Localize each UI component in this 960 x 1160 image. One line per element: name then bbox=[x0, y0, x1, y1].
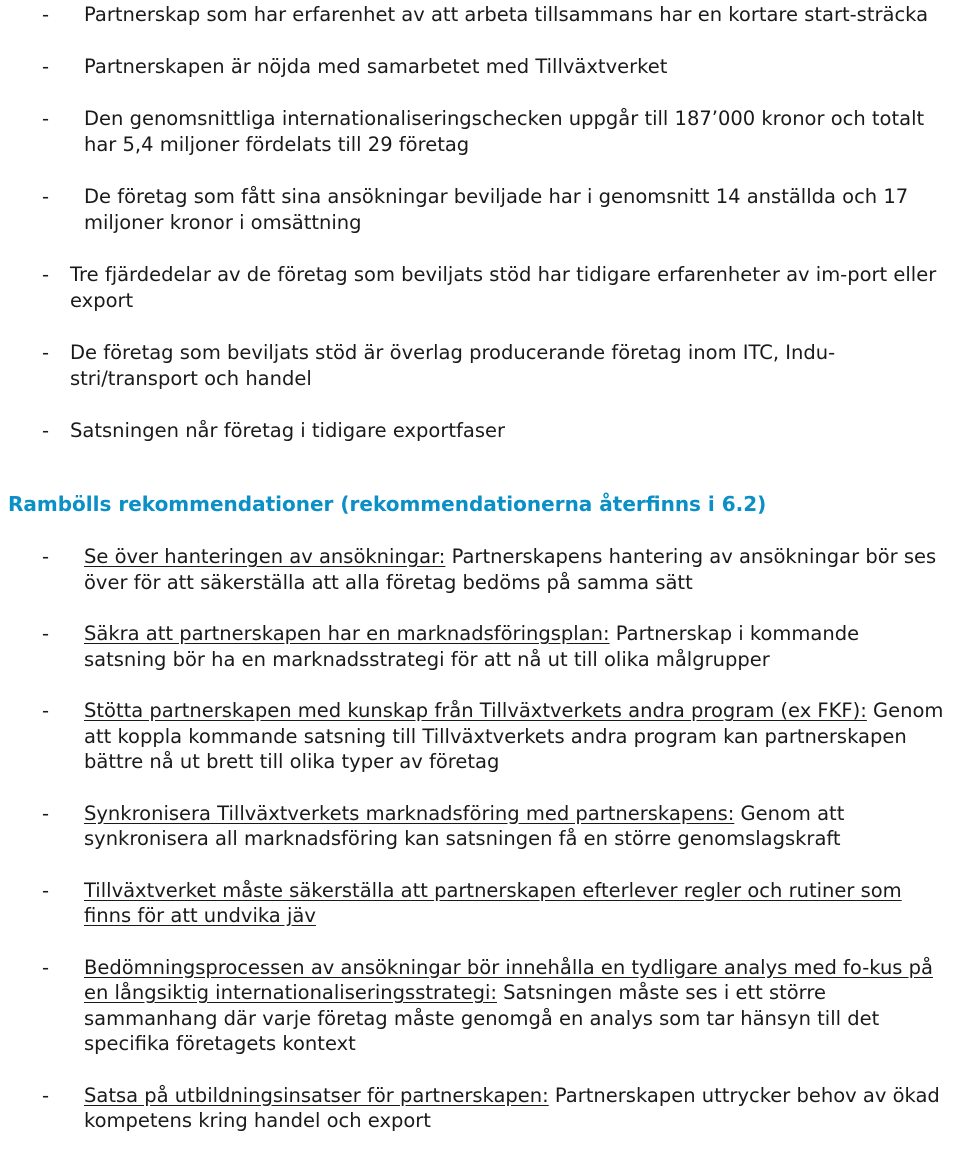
finding-item bbox=[0, 418, 960, 444]
recommendation-text: Partnerskap i kommande satsning bör ha en marknadsstrategi för att nå ut till olika målgrupper bbox=[84, 622, 860, 671]
bullet-dash: - bbox=[42, 955, 50, 979]
recommendation-text: Partnerskapen uttrycker behov av ökad kompetens kring handel och export bbox=[84, 1083, 940, 1132]
bullet-dash: - bbox=[42, 419, 50, 442]
recommendation-item bbox=[0, 878, 960, 929]
recommendation-title: Se över hanteringen av ansökningar: bbox=[84, 545, 446, 568]
bullet-dash: - bbox=[42, 1083, 50, 1107]
recommendation-item bbox=[0, 1083, 960, 1134]
finding-item bbox=[0, 54, 960, 80]
finding-text: De företag som beviljats stöd är överlag producerande företag inom ITC, Indu-stri/transport och handel bbox=[70, 341, 836, 390]
recommendation-text: Genom att synkronisera all marknadsföring kan satsningen få en större genomslagskraft bbox=[84, 801, 845, 850]
bullet-dash: - bbox=[42, 801, 50, 825]
finding-text: Satsningen når företag i tidigare exportfaser bbox=[70, 419, 506, 442]
finding-item bbox=[0, 184, 960, 236]
recommendation-item bbox=[0, 544, 960, 595]
finding-item bbox=[0, 340, 960, 392]
bullet-dash: - bbox=[42, 622, 50, 645]
finding-item bbox=[0, 106, 960, 158]
bullet-dash: - bbox=[42, 107, 50, 130]
finding-text: Tre fjärdedelar av de företag som beviljats stöd har tidigare erfarenheter av im-port eller export bbox=[70, 263, 937, 312]
recommendation-title: Bedömningsprocessen av ansökningar bör innehålla en tydligare analys med fo-kus på en långsiktig internationaliseringsstrategi: bbox=[84, 955, 933, 1004]
recommendation-title: Tillväxtverket måste säkerställa att partnerskapen efterlever regler och rutiner som finns för att undvika jäv bbox=[84, 878, 902, 927]
recommendation-title: Säkra att partnerskapen har en marknadsföringsplan: bbox=[84, 622, 610, 645]
recommendations-list bbox=[0, 544, 960, 1160]
recommendation-item bbox=[0, 698, 960, 775]
bullet-dash: - bbox=[42, 185, 50, 208]
recommendations-heading: Rambölls rekommendationer (rekommendationerna återfinns i 6.2) bbox=[8, 492, 767, 516]
bullet-dash: - bbox=[42, 545, 50, 568]
recommendation-text: Partnerskapens hantering av ansökningar bör ses över för att säkerställa att alla företag bedöms på samma sätt bbox=[84, 545, 937, 594]
recommendation-item bbox=[0, 955, 960, 1057]
bullet-dash: - bbox=[42, 341, 50, 364]
bullet-dash: - bbox=[42, 3, 50, 26]
findings-list bbox=[0, 2, 960, 470]
bullet-dash: - bbox=[42, 878, 50, 902]
recommendation-item bbox=[0, 801, 960, 852]
bullet-dash: - bbox=[42, 263, 50, 286]
recommendation-title: Satsa på utbildningsinsatser för partnerskapen: bbox=[84, 1083, 549, 1107]
recommendation-item bbox=[0, 621, 960, 672]
finding-text: De företag som fått sina ansökningar beviljade har i genomsnitt 14 anställda och 17 miljoner kronor i omsättning bbox=[84, 185, 909, 234]
finding-item bbox=[0, 262, 960, 314]
finding-text: Partnerskapen är nöjda med samarbetet med Tillväxtverket bbox=[84, 55, 668, 78]
recommendation-title: Stötta partnerskapen med kunskap från Tillväxtverkets andra program (ex FKF): bbox=[84, 699, 867, 722]
bullet-dash: - bbox=[42, 55, 50, 78]
finding-text: Partnerskap som har erfarenhet av att arbeta tillsammans har en kortare start-sträcka bbox=[84, 3, 929, 26]
recommendation-text: Genom att koppla kommande satsning till Tillväxtverkets andra program kan partnerskapen bättre nå ut brett till olika typer av företag bbox=[84, 699, 944, 773]
finding-text: Den genomsnittliga internationaliseringschecken uppgår till 187’000 kronor och totalt har 5,4 miljoner fördelats till 29 företag bbox=[84, 107, 925, 156]
recommendation-title: Synkronisera Tillväxtverkets marknadsföring med partnerskapens: bbox=[84, 801, 735, 825]
finding-item bbox=[0, 2, 960, 28]
recommendation-text: Satsningen måste ses i ett större sammanhang där varje företag måste genomgå en analys som tar hänsyn till det specifika företagets kontext bbox=[84, 981, 880, 1055]
bullet-dash: - bbox=[42, 699, 50, 722]
